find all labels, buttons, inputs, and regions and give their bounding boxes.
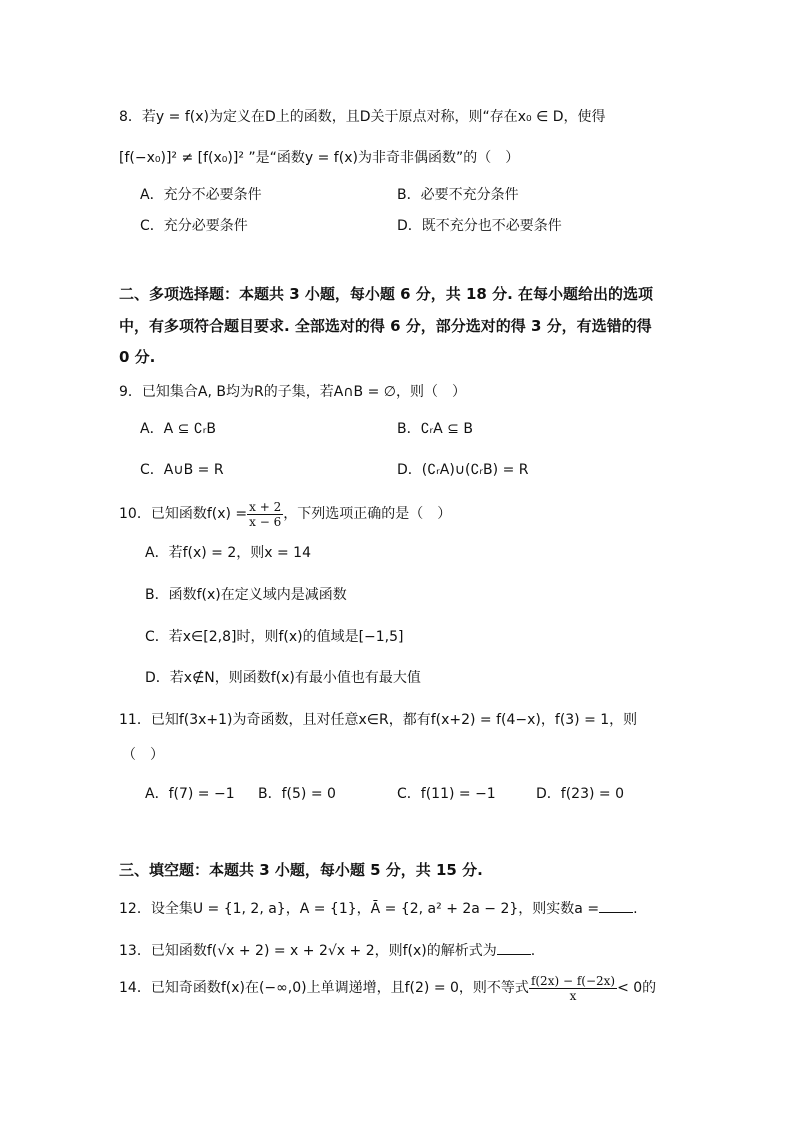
q11-option-a: A．f(7) = −1 xyxy=(145,786,235,802)
q14-fraction-denominator: x xyxy=(569,988,577,1003)
q13-answer-blank[interactable] xyxy=(497,940,531,955)
q12-stem-prefix: 12．设全集U = {1, 2, a}，A = {1}，Ā = {2, a² + 2a − 2}，则实数a = xyxy=(119,901,600,917)
q11-stem-paren: （ ） xyxy=(122,747,164,763)
section2-heading-line2: 中，有多项符合题目要求. 全部选对的得 6 分，部分选对的得 3 分，有选错的得 xyxy=(119,317,652,335)
q14-stem-prefix: 14．已知奇函数f(x)在(−∞,0)上单调递增，且f(2) = 0，则不等式 xyxy=(119,980,529,996)
q10-option-b: B．函数f(x)在定义域内是减函数 xyxy=(145,587,347,603)
section3-heading: 三、填空题：本题共 3 小题，每小题 5 分，共 15 分. xyxy=(119,861,483,879)
q14-stem xyxy=(119,972,656,1004)
q9-option-b: B．∁ᵣA ⊆ B xyxy=(397,421,473,437)
q14-fraction xyxy=(529,974,617,1003)
q8-option-b: B．必要不充分条件 xyxy=(397,187,519,203)
q12-stem-suffix: . xyxy=(633,901,638,917)
q10-stem xyxy=(119,498,451,530)
q11-option-d: D．f(23) = 0 xyxy=(536,786,624,802)
q14-stem-suffix: < 0的 xyxy=(617,980,657,996)
q10-stem-prefix: 10．已知函数f(x) = xyxy=(119,506,248,522)
q13-stem-prefix: 13．已知函数f(√x + 2) = x + 2√x + 2，则f(x)的解析式为 xyxy=(119,943,497,959)
q8-option-a: A．充分不必要条件 xyxy=(140,187,262,203)
q10-option-c: C．若x∈[2,8]时，则f(x)的值域是[−1,5] xyxy=(145,629,404,645)
q13-stem xyxy=(119,940,535,961)
q10-option-a: A．若f(x) = 2，则x = 14 xyxy=(145,545,311,561)
q9-option-a: A．A ⊆ ∁ᵣB xyxy=(140,421,216,437)
q11-option-b: B．f(5) = 0 xyxy=(258,786,336,802)
q8-option-c: C．充分必要条件 xyxy=(140,218,248,234)
q9-option-d: D．(∁ᵣA)∪(∁ᵣB) = R xyxy=(397,462,529,478)
q8-stem-line2: [f(−x₀)]² ≠ [f(x₀)]² ”是“函数y = f(x)为非奇非偶函数”的（ ） xyxy=(119,150,520,166)
section2-heading-line3: 0 分. xyxy=(119,348,156,366)
q11-stem: 11．已知f(3x+1)为奇函数，且对任意x∈R，都有f(x+2) = f(4−x)，f(3) = 1，则 xyxy=(119,712,638,728)
q12-stem xyxy=(119,898,638,919)
q10-stem-suffix: ，下列选项正确的是（ ） xyxy=(283,506,452,522)
q9-stem: 9．已知集合A, B均为R的子集，若A∩B = ∅，则（ ） xyxy=(119,384,466,400)
q8-stem-line1: 8．若y = f(x)为定义在D上的函数，且D关于原点对称，则“存在x₀ ∈ D，使得 xyxy=(119,109,606,125)
q13-stem-suffix: . xyxy=(530,943,536,959)
q10-fraction-numerator: x + 2 xyxy=(249,499,282,514)
q12-answer-blank[interactable] xyxy=(599,898,633,913)
q10-option-d: D．若x∉N，则函数f(x)有最小值也有最大值 xyxy=(145,670,421,686)
q14-fraction-numerator: f(2x) − f(−2x) xyxy=(530,973,616,988)
q11-option-c: C．f(11) = −1 xyxy=(397,786,496,802)
section2-heading-line1: 二、多项选择题：本题共 3 小题，每小题 6 分，共 18 分. 在每小题给出的选项 xyxy=(119,285,654,303)
q10-fraction xyxy=(247,500,283,529)
q9-option-c: C．A∪B = R xyxy=(140,462,224,478)
q8-option-d: D．既不充分也不必要条件 xyxy=(397,218,562,234)
q10-fraction-denominator: x − 6 xyxy=(249,514,282,529)
